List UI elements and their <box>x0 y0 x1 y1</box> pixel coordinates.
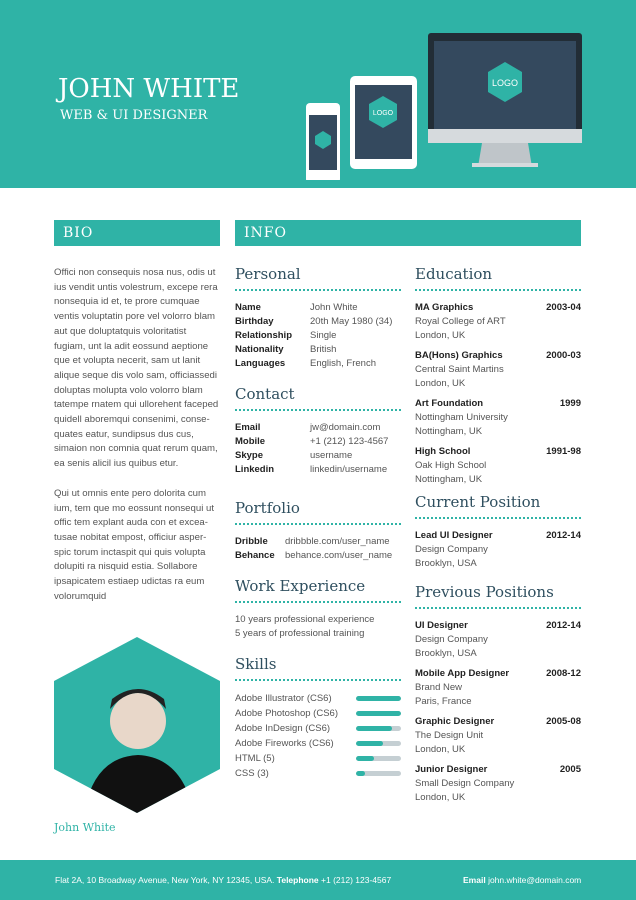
entry-year: 2003-04 <box>546 302 581 313</box>
entry <box>415 763 581 805</box>
skill-bar <box>356 696 401 701</box>
bio-heading: BIO <box>54 220 220 246</box>
entry-place: Nottingham University <box>415 412 508 423</box>
info-row <box>235 343 401 357</box>
divider <box>235 679 401 681</box>
info-value: 20th May 1980 (34) <box>310 316 393 327</box>
skill-name: CSS (3) <box>235 768 269 779</box>
footer-contact <box>55 875 391 885</box>
entry-place: Design Company <box>415 634 488 645</box>
entry-title: Junior Designer <box>415 764 488 775</box>
info-left-column <box>235 265 401 781</box>
entry <box>415 715 581 757</box>
entry-location: Paris, France <box>415 696 472 707</box>
entry-location: Brooklyn, USA <box>415 648 477 659</box>
entry-location: Nottingham, UK <box>415 474 483 485</box>
section-portfolio <box>235 499 401 563</box>
divider <box>235 601 401 603</box>
section-personal <box>235 265 401 371</box>
info-row <box>235 329 401 343</box>
info-label: Linkedin <box>235 464 275 475</box>
skill-name: Adobe Illustrator (CS6) <box>235 693 332 704</box>
entry-year: 2000-03 <box>546 350 581 361</box>
section-title: Personal <box>235 265 301 283</box>
info-row <box>235 449 401 463</box>
skill-bar-fill <box>356 771 365 776</box>
info-value: John White <box>310 302 358 313</box>
info-right-column <box>415 265 581 811</box>
entry-year: 2005-08 <box>546 716 581 727</box>
skill-bar <box>356 771 401 776</box>
entry-place: Small Design Company <box>415 778 515 789</box>
skill-bar <box>356 741 401 746</box>
entry-location: London, UK <box>415 744 466 755</box>
divider <box>415 517 581 519</box>
entry-title: Lead UI Designer <box>415 530 493 541</box>
resume-name: JOHN WHITE <box>58 74 240 104</box>
info-row <box>235 421 401 435</box>
entry-title: Graphic Designer <box>415 716 495 727</box>
info-value: dribbble.com/user_name <box>285 536 390 547</box>
skill-bar <box>356 726 401 731</box>
info-value: username <box>310 450 353 461</box>
email-label: Email <box>463 875 486 885</box>
entry-location: London, UK <box>415 792 466 803</box>
skill-bar-fill <box>356 696 401 701</box>
info-label: Relationship <box>235 330 293 341</box>
info-label: Email <box>235 422 261 433</box>
entry-title: UI Designer <box>415 620 468 631</box>
entry <box>415 529 581 571</box>
skill-row <box>235 751 401 766</box>
photo-caption: John White <box>54 821 116 834</box>
resume-role: WEB & UI DESIGNER <box>60 108 208 123</box>
entry-title: Art Foundation <box>415 398 484 409</box>
info-label: Languages <box>235 358 286 369</box>
section-contact <box>235 385 401 477</box>
info-label: Skype <box>235 450 263 461</box>
entry-place: Oak High School <box>415 460 487 471</box>
section-title: Previous Positions <box>415 583 554 601</box>
entry-location: Nottingham, UK <box>415 426 483 437</box>
header-banner <box>0 0 636 188</box>
divider <box>235 289 401 291</box>
bio-paragraph: Qui ut omnis ente pero dolorita cum ium, tem que mo eossunt nonsequi ut offic tem explant auda con et excea-tusae nobitat empost, officiur asper-spic torum inctaspit qui quis volupta dolupiti ra nisquid estia. Sollabore ipsapicatem estiaep udictas ra eum volorumquid <box>54 487 214 602</box>
entry-location: London, UK <box>415 378 466 389</box>
entry-year: 1991-98 <box>546 446 581 457</box>
skill-name: Adobe Fireworks (CS6) <box>235 738 334 749</box>
skill-bar <box>356 756 401 761</box>
info-label: Mobile <box>235 436 266 447</box>
info-value: English, French <box>310 358 377 369</box>
skill-row <box>235 766 401 781</box>
section-skills <box>235 655 401 781</box>
info-label: Name <box>235 302 261 313</box>
info-value: British <box>310 344 337 355</box>
info-row <box>235 357 401 371</box>
profile-photo <box>54 637 220 813</box>
entry-title: High School <box>415 446 471 457</box>
skill-bar-fill <box>356 756 374 761</box>
skill-bar-fill <box>356 726 392 731</box>
section-title: Skills <box>235 655 277 673</box>
info-heading: INFO <box>235 220 581 246</box>
info-value: behance.com/user_name <box>285 550 393 561</box>
skill-row <box>235 706 401 721</box>
info-label: Nationality <box>235 344 284 355</box>
svg-text:LOGO: LOGO <box>491 78 519 88</box>
divider <box>415 607 581 609</box>
devices-illustration <box>300 30 590 180</box>
info-row <box>235 549 401 563</box>
svg-text:LOGO: LOGO <box>372 110 394 117</box>
info-value: linkedin/username <box>310 464 388 475</box>
section-title: Work Experience <box>235 577 366 595</box>
skill-name: HTML (5) <box>235 753 275 764</box>
address: Flat 2A, 10 Broadway Avenue, New York, NY 12345, USA. <box>55 875 275 885</box>
section-title: Contact <box>235 385 295 403</box>
divider <box>235 523 401 525</box>
info-row <box>235 435 401 449</box>
entry-location: Brooklyn, USA <box>415 558 477 569</box>
entry <box>415 397 581 439</box>
email: john.white@domain.com <box>488 875 582 885</box>
info-row <box>235 463 401 477</box>
section-title: Current Position <box>415 493 541 511</box>
entry-place: Design Company <box>415 544 488 555</box>
skill-bar-fill <box>356 741 383 746</box>
section-education <box>415 265 581 487</box>
skill-bar-fill <box>356 711 401 716</box>
info-row <box>235 315 401 329</box>
footer-email <box>463 875 581 885</box>
entry-location: London, UK <box>415 330 466 341</box>
entry-title: BA(Hons) Graphics <box>415 350 503 361</box>
entry-year: 2012-14 <box>546 530 581 541</box>
entry-title: Mobile App Designer <box>415 668 510 679</box>
divider <box>235 409 401 411</box>
entry-year: 2008-12 <box>546 668 581 679</box>
skill-bar <box>356 711 401 716</box>
section-current <box>415 493 581 571</box>
info-label: Behance <box>235 550 275 561</box>
bio-paragraph: Offici non consequis nosa nus, odis ut ius vendit untis volestrum, excepe rera nonsequia id et, te prore cumquae ventis voluptatin pore vel volorro blam aut que doluptatquis voloritatist fugiam, unt la adit eossund aeptione que et volupta necerit, sam ut lanit alique seque dis volo sam, officiassedi doluptas molupta volo volorro blam tatempe rnatem qui ullorehent faceped quidell aboremqui consenimi, conse-quates eatur, sundipsus dus cus, simaion non comnia quat rerum quam, ea senis alicil ius quibus etur. <box>54 267 219 470</box>
footer <box>0 860 636 900</box>
telephone: +1 (212) 123-4567 <box>321 875 392 885</box>
skill-row <box>235 691 401 706</box>
section-work <box>235 577 401 641</box>
info-value: +1 (212) 123-4567 <box>310 436 389 447</box>
entry-year: 1999 <box>559 398 581 409</box>
info-value: Single <box>310 330 337 341</box>
entry <box>415 619 581 661</box>
entry-title: MA Graphics <box>415 302 474 313</box>
entry-place: The Design Unit <box>415 730 484 741</box>
entry-year: 2005 <box>559 764 581 775</box>
entry-place: Brand New <box>415 682 462 693</box>
entry <box>415 667 581 709</box>
info-label: Dribble <box>235 536 268 547</box>
entry-place: Central Saint Martins <box>415 364 504 375</box>
entry-place: Royal College of ART <box>415 316 506 327</box>
skill-row <box>235 721 401 736</box>
section-title: Portfolio <box>235 499 300 517</box>
info-value: jw@domain.com <box>310 422 381 433</box>
entry <box>415 445 581 487</box>
skill-name: Adobe Photoshop (CS6) <box>235 708 338 719</box>
skill-row <box>235 736 401 751</box>
skill-name: Adobe InDesign (CS6) <box>235 723 331 734</box>
entry-year: 2012-14 <box>546 620 581 631</box>
work-line: 5 years of professional training <box>235 628 365 639</box>
info-row <box>235 535 401 549</box>
bio-text <box>54 266 220 619</box>
divider <box>415 289 581 291</box>
section-title: Education <box>415 265 493 283</box>
info-label: Birthday <box>235 316 274 327</box>
section-previous <box>415 583 581 805</box>
work-line: 10 years professional experience <box>235 614 375 625</box>
info-row <box>235 301 401 315</box>
person-photo-icon <box>54 637 220 813</box>
telephone-label: Telephone <box>276 875 319 885</box>
entry <box>415 349 581 391</box>
entry <box>415 301 581 343</box>
